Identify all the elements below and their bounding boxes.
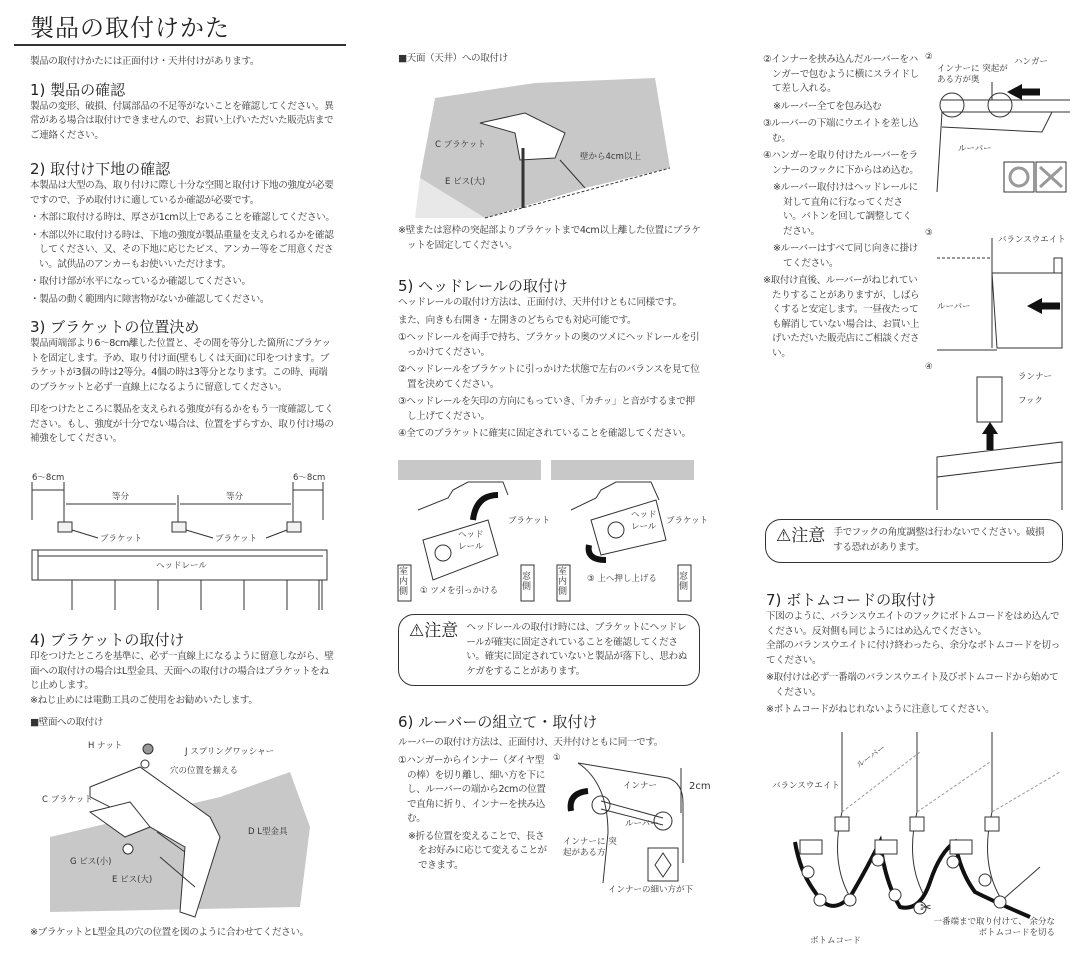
c-bracket-label: C ブラケット <box>42 795 93 805</box>
push-caption: ③ 上へ押し上げる <box>587 574 657 584</box>
left-column-text <box>30 55 340 447</box>
section-5-body <box>398 296 703 442</box>
indoor-side-label: 室内側 <box>399 567 409 597</box>
section-7-heading: 7) ボトムコードの取付け <box>766 591 937 609</box>
inner-label: インナー <box>623 781 658 791</box>
runner-label: ランナー <box>1018 372 1053 382</box>
louver-label: ルーバー <box>625 819 659 829</box>
wall-distance-label: 壁から4cm以上 <box>580 152 641 162</box>
large-screw-label: E ビス(大) <box>112 875 153 885</box>
balance-weight-figure <box>922 228 1070 353</box>
bullet: ・製品の動く範囲内に障害物がないか確認してください。 <box>30 293 270 305</box>
scissors-icon: ✂ <box>920 900 932 916</box>
bottom-cord-diagram <box>770 732 1070 952</box>
hook-label: フック <box>1018 396 1043 406</box>
section-5-line: ヘッドレールの取付け方法は、正面付け、天井付けともに同様です。 <box>398 297 682 308</box>
ceiling-mount-note: ※壁または窓枠の突起部よりブラケットまで4cm以上離した位置にブラケットを固定してください。 <box>398 225 701 251</box>
warning-icon: ⚠注意 <box>409 621 459 641</box>
caution-text: 手でフックの角度調整は行わないでください。破損する恐れがあります。 <box>833 527 1045 553</box>
section-6-heading: 6) ルーバーの組立て・取付け <box>398 713 598 731</box>
section-1-heading: 1) 製品の確認 <box>30 80 126 99</box>
wall-mount-note: ※ブラケットとL型金具の穴の位置を図のように合わせてください。 <box>30 927 309 938</box>
title-underline <box>14 44 346 46</box>
ceiling-mount-title: ■天面（天井）への取付け <box>398 53 508 64</box>
runner-hook-figure <box>922 362 1070 510</box>
twist-note: ※取付け直後、ルーバーがねじれていたりすることがありますが、しばらくすると安定します。一昼夜たっても解消していない場合は、お買い上げいただいた販売店にご相談ください。 <box>763 275 920 359</box>
section-3-heading: 3) ブラケットの位置決め <box>30 318 200 336</box>
section-2-text: 本製品は大型の為、取り付けに際し十分な空間と取付け下地の強度が必要ですので、予め取付けに適しているか確認が必要です。 <box>30 180 334 206</box>
inner-bump-label: インナーに 突起がある方 <box>563 837 617 858</box>
cut-excess-label: 一番端まで取り付けて、 余分なボトムコードを切る <box>933 917 1055 938</box>
section-7-text-2: 全部のバランスウエイトに付け終わったら、余分なボトムコードを切ってください。 <box>766 640 1060 666</box>
inner-bump-back-label: インナーに 突起がある方が奥 <box>937 64 1008 85</box>
section-2-heading: 2) 取付け下地の確認 <box>30 160 171 178</box>
hanger-label: ハンガー <box>1014 57 1049 67</box>
figure-number: ② <box>925 52 933 62</box>
wall-mount-title: ■壁面への取付け <box>30 717 104 728</box>
section-7-note-2: ※ボトムコードがねじれないように注意してください。 <box>766 704 995 715</box>
balance-weight-label: バランスウエイト <box>772 781 840 791</box>
step-2-note: ※ルーバー全てを包み込む <box>773 100 882 112</box>
section-4-heading: 4) ブラケットの取付け <box>30 631 185 649</box>
large-screw-label: E ビス(大) <box>445 177 486 187</box>
bracket-position-drawing <box>28 470 338 615</box>
align-holes-label: 穴の位置を揃える <box>170 766 239 776</box>
section-1-body: 製品の変形、破損、付属部品の不足等がないことを確認してください。異常がある場合は取付けできませんので、お買い上げいただいた販売店までご連絡ください。 <box>30 100 334 141</box>
bottom-cord-label: ボトムコード <box>810 936 862 946</box>
section-3-body-2: 印をつけたところに製品を支えられる強度が有るかをもう一度確認してください。もし、強度が十分でない場合は、位置をずらすか、取り付け場の補強をしてください。 <box>30 404 334 444</box>
balance-weight-drawing <box>922 228 1070 353</box>
bullet: ・取付け部が水平になっているか確認してください。 <box>30 276 251 287</box>
bracket-label: ブラケット <box>666 516 709 526</box>
bracket-label: ブラケット <box>215 534 258 544</box>
window-side-label: 窓側 <box>679 572 689 592</box>
caution-box-head-rail <box>398 614 700 686</box>
window-side-label: 窓側 <box>522 572 532 592</box>
section-5-step: ②ヘッドレールをブラケットに引っかけた状態で左右のバランスを見て位置を決めてください。 <box>398 364 700 390</box>
two-cm-label: 2cm <box>689 781 711 792</box>
louver-label: ルーバー <box>937 302 971 312</box>
section-7-text-1: 下図のように、バランスウエイトのフックにボトムコードをはめ込んでください。反対側も同じようにはめ込んでください。 <box>766 611 1060 637</box>
step-1-text: ①ハンガーからインナー（ダイヤ型の棒）を切り離し、細い方を下にし、ルーバーの端から2cmの位置で直角に折り、インナーを挟み込む。 <box>398 755 546 824</box>
ceiling-mount-diagram <box>415 78 685 218</box>
section-5-step: ④全てのブラケットに確実に固定されていることを確認してください。 <box>398 428 691 439</box>
bracket-position-diagram <box>28 470 338 615</box>
step-2-text: ②インナーを挟み込んだルーバーをハンガーで包むように横にスライドして差し入れる。 <box>763 54 919 94</box>
section-5-line: また、向きも右開き・左開きのどちらでも対応可能です。 <box>398 314 637 326</box>
caution-label: 注意 <box>424 621 459 641</box>
section-3-body-1: 製品両端部より6〜8cm離した位置と、その間を等分した箇所にブラケットを固定します。予め、取り付け面(壁もしくは天面)に印をつけます。ブラケットが3個の時は2等分。4個の時は3等分となります。この時、両端のブラケットと必ず一直線上になるように留意してください。 <box>30 338 331 393</box>
caution-text: ヘッドレールの取付け時には、ブラケットにヘッドレールが確実に固定されていることを確認してください。確実に固定されていないと製品が落下し、思わぬケガをすることがあります。 <box>466 622 687 677</box>
caution-box-hook <box>765 519 1063 563</box>
section-4-text <box>30 630 335 731</box>
section-4-body <box>30 650 335 708</box>
equal-division-label: 等分 <box>226 492 244 502</box>
bullet: ・木部に取付ける時は、厚さが1cm以上であることを確認してください。 <box>30 212 335 223</box>
figure-number: ③ <box>925 228 933 238</box>
step-4-note-b: ※ルーバーはすべて同じ向きに掛けてください。 <box>773 243 918 269</box>
end-margin-left-label: 6〜8cm <box>32 473 65 483</box>
head-rail-label: ヘッドレール <box>156 561 207 571</box>
spring-washer-label: J スプリングワッシャー <box>185 747 275 757</box>
indoor-side-label: 室内側 <box>558 567 568 597</box>
section-7-body <box>766 610 1066 718</box>
intro-text: 製品の取付けかたには正面付け・天井付けがあります。 <box>30 56 260 67</box>
balance-weight-label: バランスウエイト <box>998 235 1066 245</box>
section-7-note-1: ※取付けは必ず一番端のバランスウエイト及びボトムコードから始めてください。 <box>766 672 1059 698</box>
head-rail-label: ヘッド レール <box>458 530 484 552</box>
small-screw-label: G ビス(小) <box>70 857 112 867</box>
head-rail-hook-figure <box>398 460 551 605</box>
equal-division-label: 等分 <box>112 492 130 502</box>
section-6-steps-continued <box>763 53 920 361</box>
hook-caption: ① ツメを引っかける <box>420 586 499 596</box>
section-6-step-1 <box>398 754 548 873</box>
section-7-text <box>766 590 1066 718</box>
louver-label: ルーバー <box>958 144 992 154</box>
wall-mount-diagram <box>20 737 350 922</box>
section-4-note: ※ねじ止めには電動工具のご使用をお勧めいたします。 <box>30 694 258 706</box>
head-rail-push-figure <box>551 460 709 605</box>
louver-inner-figure <box>553 753 713 893</box>
head-rail-label: ヘッド レール <box>631 510 657 532</box>
step-3-text: ③ルーバーの下端にウエイトを差し込む。 <box>763 118 918 144</box>
page-title: 製品の取付けかた <box>30 14 230 42</box>
section-5-heading: 5) ヘッドレールの取付け <box>398 277 568 295</box>
bullet: ・木部以外に取付ける時は、下地の強度が製品重量を支えられるかを確認してください、又、その下地に応じたビス、アンカー等をご用意ください。試供品のアンカーもお使いいただけます。 <box>30 229 334 270</box>
c-bracket-label: C ブラケット <box>435 140 486 150</box>
bracket-label: ブラケット <box>100 534 143 544</box>
nut-label: H ナット <box>88 741 123 751</box>
louver-label: ルーバー <box>854 743 888 771</box>
figure-number: ① <box>553 753 561 763</box>
step-4-note-a: ※ルーバー取付けはヘッドレールに対して直角に行なってください。バトンを回して調整してください。 <box>773 182 918 237</box>
bracket-label: ブラケット <box>508 516 551 526</box>
l-bracket-label: D L型金具 <box>248 827 288 837</box>
end-margin-right-label: 6〜8cm <box>293 473 326 483</box>
inner-thin-side-label: インナーの細い方が下 <box>608 885 694 895</box>
section-5-text <box>398 276 703 442</box>
section-4-text: 印をつけたところを基準に、必ず一直線上になるように留意しながら、壁面への取付けの場合はL型金具、天面への取付けの場合はブラケットをねじ止めします。 <box>30 651 334 691</box>
step-4-text: ④ハンガーを取り付けたルーバーをランナーのフックに下からはめ込む。 <box>763 150 919 176</box>
hanger-figure <box>922 52 1070 197</box>
section-2-body <box>30 179 340 307</box>
section-5-step: ③ヘッドレールを矢印の方向にもっていき、「カチッ」と音がするまで押し上げてください。 <box>398 396 695 422</box>
runner-hook-drawing <box>922 362 1070 510</box>
step-1-note: ※折る位置を変えることで、長さをお好みに応じて変えることができます。 <box>408 830 547 871</box>
section-6-intro: ルーバーの取付け方法は、正面付け、天井付けともに同一です。 <box>398 737 663 748</box>
warning-icon: ⚠注意 <box>776 526 826 546</box>
figure-number: ④ <box>925 362 933 372</box>
caution-label: 注意 <box>791 526 826 546</box>
section-5-step: ①ヘッドレールを両手で持ち、ブラケットの奥のツメにヘッドレールを引っかけてください。 <box>398 332 700 358</box>
